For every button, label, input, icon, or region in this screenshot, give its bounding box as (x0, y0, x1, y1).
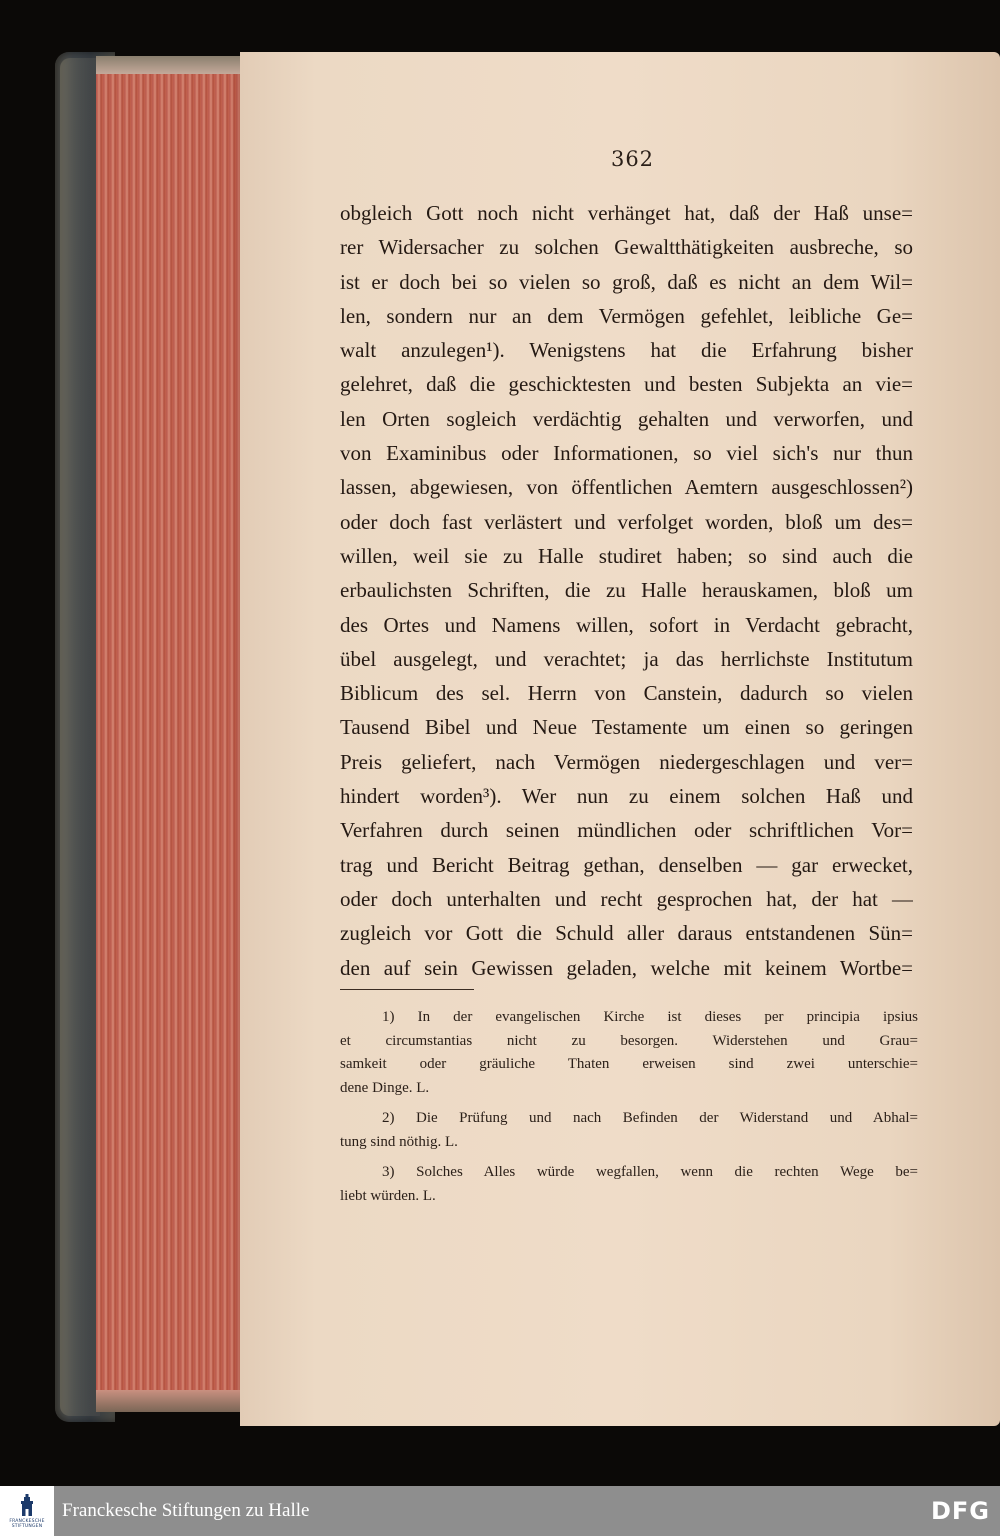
footnote-line: et circumstantias nicht zu besorgen. Widerstehen und Grau= (340, 1032, 918, 1049)
cover-edge (60, 58, 100, 1416)
footer-banner (0, 1486, 1000, 1536)
text-line: len, sondern nur an dem Vermögen gefehlet, leibliche Ge= (340, 303, 913, 328)
text-line: Biblicum des sel. Herrn von Canstein, dadurch so vielen (340, 681, 913, 706)
footnote-line: 2) Die Prüfung und nach Befinden der Widerstand und Abhal= (382, 1110, 918, 1126)
page-number: 362 (610, 147, 655, 171)
text-line: oder doch unterhalten und recht gesprochen hat, der hat — (340, 886, 913, 911)
text-line: zugleich vor Gott die Schuld aller daraus entstandenen Sün= (340, 921, 913, 946)
text-line: übel ausgelegt, und verachtet; ja das herrlichste Institutum (340, 646, 913, 671)
text-line: den auf sein Gewissen geladen, welche mit keinem Wortbe= (340, 955, 913, 980)
text-line: ist er doch bei so vielen so groß, daß es nicht an dem Wil= (340, 269, 913, 294)
text-line: willen, weil sie zu Halle studiret haben; so sind auch die (340, 543, 913, 568)
institution-name[interactable]: Franckesche Stiftungen zu Halle (62, 1500, 310, 1521)
footnote-line: 3) Solches Alles würde wegfallen, wenn die rechten Wege be= (382, 1164, 918, 1180)
text-line: oder doch fast verlästert und verfolget worden, bloß um des= (340, 509, 913, 534)
text-line: len Orten sogleich verdächtig gehalten und verworfen, und (340, 406, 913, 431)
emblem-icon (19, 1494, 35, 1516)
text-line: erbaulichsten Schriften, die zu Halle herauskamen, bloß um (340, 578, 913, 603)
page-stack-edge (96, 56, 246, 1412)
text-line: rer Widersacher zu solchen Gewaltthätigkeiten ausbreche, so (340, 235, 913, 260)
text-line: von Examinibus oder Informationen, so viel sich's nur thun (340, 441, 913, 466)
footnote-line: 1) In der evangelischen Kirche ist dieses per principia ipsius (382, 1009, 918, 1025)
text-line: Tausend Bibel und Neue Testamente um einen so geringen (340, 715, 913, 740)
footnote-1 (340, 1006, 918, 1100)
logo-text: FRANCKESCHE STIFTUNGEN (9, 1519, 45, 1529)
footnote-line: liebt würden. L. (340, 1187, 436, 1204)
footnote-3 (340, 1161, 918, 1208)
text-line: des Ortes und Namens willen, sofort in Verdacht gebracht, (340, 612, 913, 637)
footnote-rule (340, 989, 474, 990)
text-line: gelehret, daß die geschicktesten und besten Subjekta an vie= (340, 372, 913, 397)
footnote-2 (340, 1107, 918, 1154)
footnotes (340, 1006, 918, 1215)
text-line: Verfahren durch seinen mündlichen oder schriftlichen Vor= (340, 818, 913, 843)
footnote-line: tung sind nöthig. L. (340, 1133, 458, 1150)
text-line: obgleich Gott noch nicht verhänget hat, daß der Haß unse= (340, 201, 913, 225)
text-line: walt anzulegen¹). Wenigstens hat die Erfahrung bisher (340, 338, 913, 363)
footnote-line: samkeit oder gräuliche Thaten erweisen sind zwei unterschie= (340, 1056, 918, 1072)
text-line: trag und Bericht Beitrag gethan, denselben — gar erwecket, (340, 852, 913, 877)
dfg-logo[interactable]: DFG (930, 1497, 990, 1525)
text-line: Preis geliefert, nach Vermögen niedergeschlagen und ver= (340, 749, 913, 774)
footnote-line: dene Dinge. L. (340, 1079, 430, 1096)
text-line: hindert worden³). Wer nun zu einem solchen Haß und (340, 784, 913, 809)
institution-logo[interactable] (0, 1486, 54, 1536)
main-text (340, 196, 913, 985)
text-line: lassen, abgewiesen, von öffentlichen Aemtern ausgeschlossen²) (340, 475, 913, 500)
